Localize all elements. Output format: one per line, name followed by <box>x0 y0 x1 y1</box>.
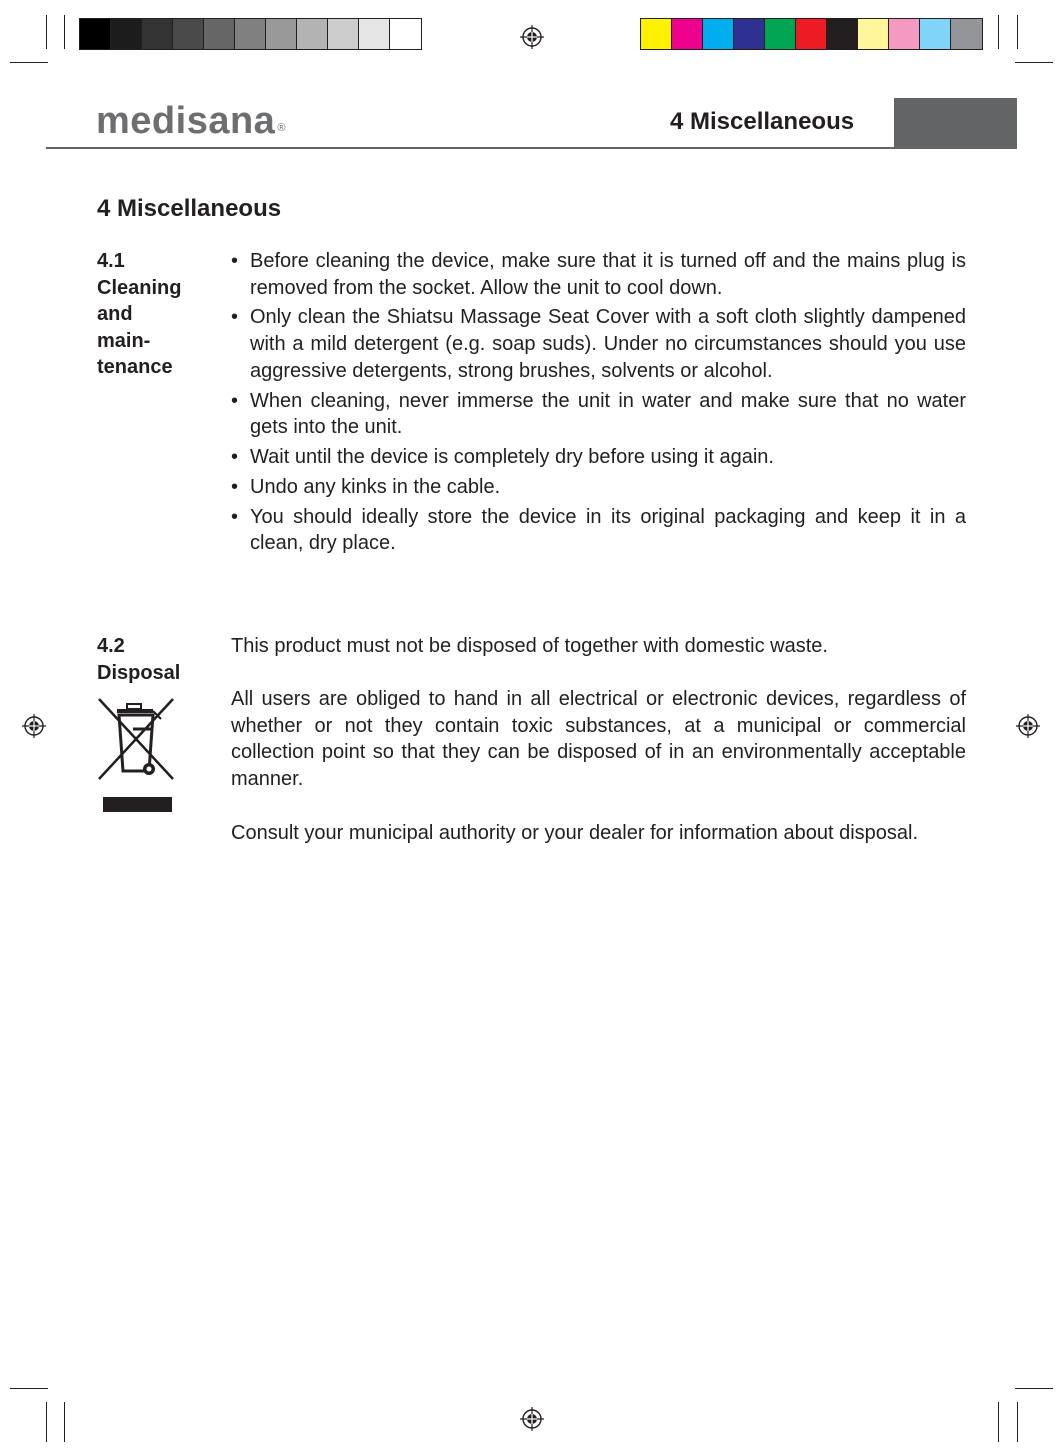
grayscale-swatch <box>235 19 266 49</box>
list-item: • Undo any kinks in the cable. <box>231 474 966 501</box>
cleaning-bullet-list <box>231 248 966 560</box>
grayscale-swatch <box>111 19 142 49</box>
crop-mark <box>1017 1402 1018 1442</box>
process-color-swatch <box>672 19 703 49</box>
section-title-line: main- <box>97 329 151 352</box>
header-tab-block <box>894 98 1017 148</box>
grayscale-swatch <box>142 19 173 49</box>
registered-mark: ® <box>277 122 286 134</box>
crop-mark <box>10 62 48 63</box>
list-item: • Before cleaning the device, make sure that it is turned off and the mains plug is removed from the socket. Allow the unit to cool down. <box>231 248 966 301</box>
crop-mark <box>64 1402 65 1442</box>
page-title: 4 Miscellaneous <box>97 195 282 222</box>
registration-mark-icon <box>520 25 544 49</box>
process-color-swatch <box>641 19 672 49</box>
grayscale-swatch <box>266 19 297 49</box>
registration-mark-icon <box>1016 714 1040 738</box>
process-color-swatch <box>858 19 889 49</box>
section-title: Disposal <box>97 661 181 684</box>
section-title-line: tenance <box>97 356 173 379</box>
disposal-paragraph: This product must not be disposed of together with domestic waste. <box>231 635 828 657</box>
grayscale-color-bar <box>79 18 422 50</box>
list-item: • Only clean the Shiatsu Massage Seat Cover with a soft cloth slightly dampened with a mild detergent (e.g. soap suds). Under no circumstances should you use aggressive detergents, strong brushes, solvents or alcohol. <box>231 304 966 384</box>
crop-mark <box>998 1402 999 1442</box>
crossed-out-wheelie-bin-icon <box>97 697 175 815</box>
crop-mark <box>46 15 47 49</box>
section-title-line: Cleaning <box>97 276 182 299</box>
crop-mark <box>10 1388 48 1389</box>
crop-mark <box>998 15 999 49</box>
brand-logo: medisana ® <box>96 100 286 142</box>
grayscale-swatch <box>204 19 235 49</box>
process-color-swatch <box>889 19 920 49</box>
list-item: • Wait until the device is completely dry before using it again. <box>231 444 966 471</box>
process-color-swatch <box>734 19 765 49</box>
process-color-swatch <box>920 19 951 49</box>
process-color-swatch <box>951 19 982 49</box>
list-item: • When cleaning, never immerse the unit in water and make sure that no water gets into the unit. <box>231 388 966 441</box>
section-label-disposal <box>97 633 180 686</box>
process-color-swatch <box>796 19 827 49</box>
crop-mark <box>46 1402 47 1442</box>
grayscale-swatch <box>328 19 359 49</box>
crop-mark <box>1015 62 1053 63</box>
section-label-cleaning <box>97 248 181 381</box>
grayscale-swatch <box>297 19 328 49</box>
section-title-line: and <box>97 303 133 326</box>
registration-mark-icon <box>520 1407 544 1431</box>
disposal-paragraph: Consult your municipal authority or your dealer for information about disposal. <box>231 822 919 844</box>
disposal-paragraph: All users are obliged to hand in all electrical or electronic devices, regardless of whether or not they contain toxic substances, at a municipal or commercial collection point so that they can be disposed of in an environmentally acceptable manner. <box>231 688 966 790</box>
crop-mark <box>64 15 65 49</box>
grayscale-swatch <box>390 19 421 49</box>
grayscale-swatch <box>80 19 111 49</box>
header-divider <box>46 147 1017 149</box>
process-color-bar <box>640 18 983 50</box>
process-color-swatch <box>703 19 734 49</box>
grayscale-swatch <box>173 19 204 49</box>
grayscale-swatch <box>359 19 390 49</box>
list-item: • You should ideally store the device in its original packaging and keep it in a clean, dry place. <box>231 504 966 557</box>
process-color-swatch <box>765 19 796 49</box>
header-section-title: 4 Miscellaneous <box>670 108 855 135</box>
crop-mark <box>1017 15 1018 49</box>
process-color-swatch <box>827 19 858 49</box>
registration-mark-icon <box>22 714 46 738</box>
section-number: 4.2 <box>97 635 125 657</box>
section-number: 4.1 <box>97 250 125 272</box>
crop-mark <box>1015 1388 1053 1389</box>
